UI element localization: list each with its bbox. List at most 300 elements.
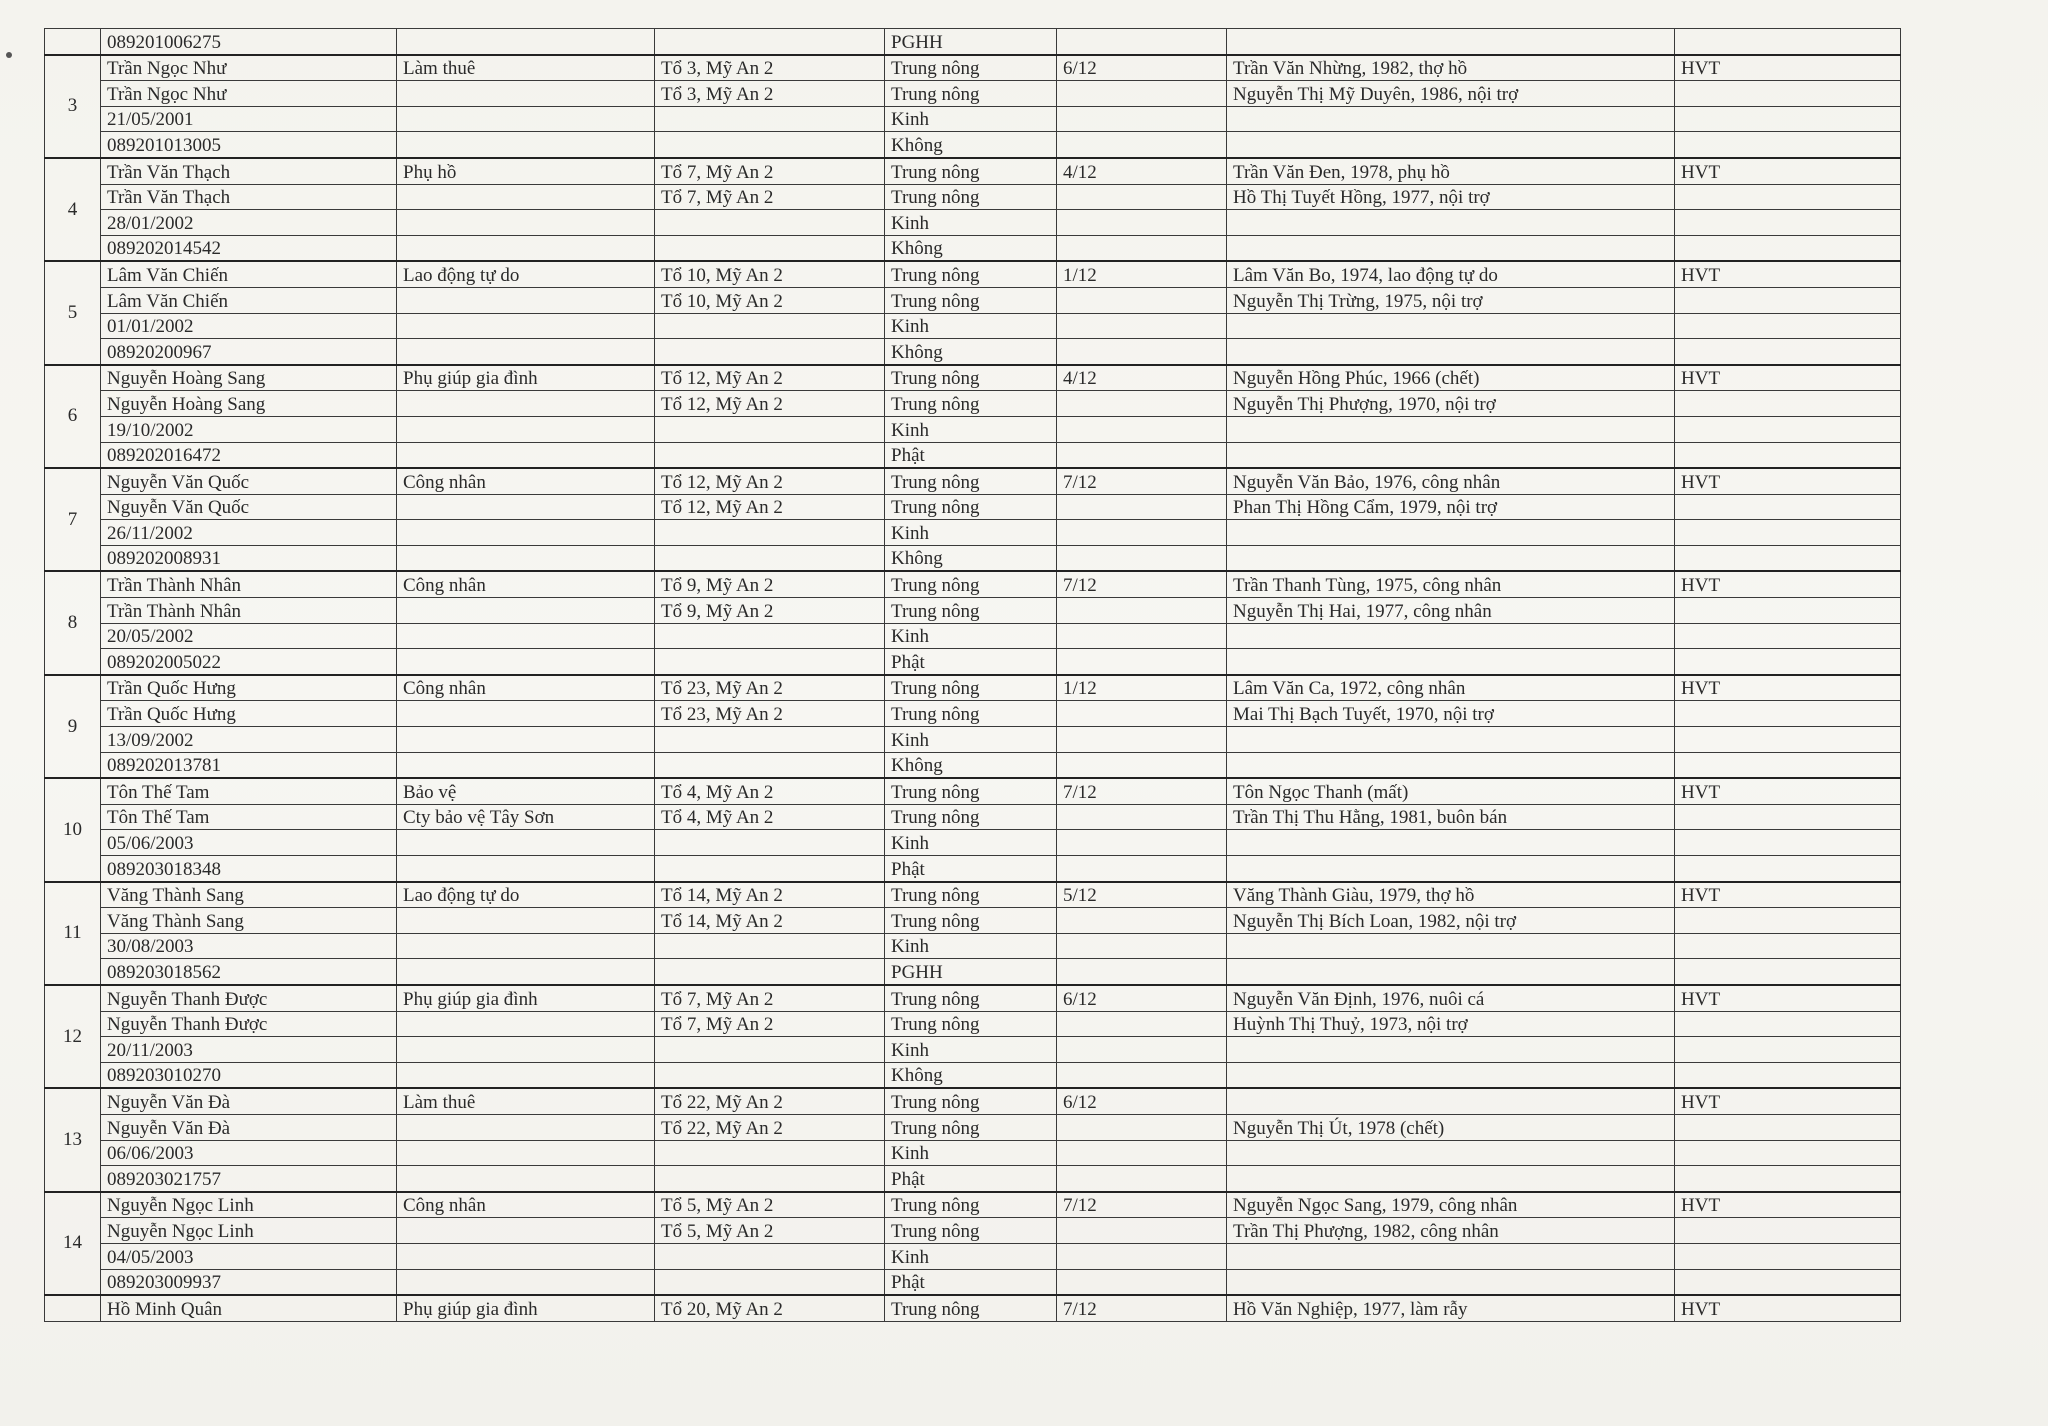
name-cell: Nguyễn Ngọc Linh	[101, 1218, 397, 1244]
grade-cell	[1057, 1218, 1227, 1244]
address-cell: Tổ 5, Mỹ An 2	[655, 1218, 885, 1244]
occupation-cell: Làm thuê	[397, 1088, 655, 1114]
family-cell: Trần Thị Phượng, 1982, công nhân	[1227, 1218, 1675, 1244]
address-cell: Tổ 4, Mỹ An 2	[655, 778, 885, 804]
note-cell	[1675, 959, 1901, 985]
note-cell	[1675, 29, 1901, 55]
table-row	[45, 261, 1901, 287]
address-cell	[655, 29, 885, 55]
note-cell	[1675, 1243, 1901, 1269]
grade-cell	[1057, 856, 1227, 882]
occupation-cell	[397, 81, 655, 107]
occupation-cell: Bảo vệ	[397, 778, 655, 804]
family-cell	[1227, 856, 1675, 882]
note-cell	[1675, 623, 1901, 649]
grade-cell	[1057, 313, 1227, 339]
name-cell: 20/05/2002	[101, 623, 397, 649]
note-cell	[1675, 391, 1901, 417]
table-row	[45, 1269, 1901, 1295]
occupation-cell	[397, 132, 655, 158]
address-cell: Tổ 12, Mỹ An 2	[655, 468, 885, 494]
table-row	[45, 210, 1901, 236]
address-cell: Tổ 10, Mỹ An 2	[655, 261, 885, 287]
family-cell: Văng Thành Giàu, 1979, thợ hồ	[1227, 882, 1675, 908]
name-cell: 089203018348	[101, 856, 397, 882]
table-row	[45, 649, 1901, 675]
address-cell: Tổ 3, Mỹ An 2	[655, 55, 885, 81]
name-cell: Nguyễn Văn Đà	[101, 1088, 397, 1114]
note-cell	[1675, 313, 1901, 339]
address-cell	[655, 1037, 885, 1063]
table-row	[45, 235, 1901, 261]
note-cell	[1675, 1269, 1901, 1295]
occupation-cell	[397, 598, 655, 624]
stt-cell: 9	[45, 675, 101, 778]
table-row	[45, 313, 1901, 339]
note-cell	[1675, 1037, 1901, 1063]
occupation-cell	[397, 494, 655, 520]
address-cell: Tổ 20, Mỹ An 2	[655, 1295, 885, 1321]
class-cell: Trung nông	[885, 1218, 1057, 1244]
address-cell: Tổ 12, Mỹ An 2	[655, 494, 885, 520]
grade-cell: 7/12	[1057, 1192, 1227, 1218]
note-cell	[1675, 933, 1901, 959]
note-cell	[1675, 339, 1901, 365]
class-cell: Trung nông	[885, 261, 1057, 287]
grade-cell	[1057, 649, 1227, 675]
grade-cell	[1057, 1037, 1227, 1063]
address-cell	[655, 1140, 885, 1166]
grade-cell: 7/12	[1057, 778, 1227, 804]
name-cell: Trần Quốc Hưng	[101, 675, 397, 701]
occupation-cell	[397, 1062, 655, 1088]
note-cell	[1675, 442, 1901, 468]
occupation-cell: Làm thuê	[397, 55, 655, 81]
address-cell	[655, 235, 885, 261]
note-cell: HVT	[1675, 675, 1901, 701]
name-cell: Văng Thành Sang	[101, 882, 397, 908]
table-row	[45, 365, 1901, 391]
occupation-cell: Công nhân	[397, 1192, 655, 1218]
class-cell: Không	[885, 339, 1057, 365]
name-cell: 089203009937	[101, 1269, 397, 1295]
name-cell: 089202016472	[101, 442, 397, 468]
family-cell	[1227, 235, 1675, 261]
name-cell: 01/01/2002	[101, 313, 397, 339]
name-cell: 19/10/2002	[101, 416, 397, 442]
class-cell: Kinh	[885, 727, 1057, 753]
table-row	[45, 29, 1901, 55]
occupation-cell	[397, 520, 655, 546]
family-cell	[1227, 313, 1675, 339]
name-cell: Trần Ngọc Như	[101, 81, 397, 107]
grade-cell: 4/12	[1057, 365, 1227, 391]
note-cell	[1675, 752, 1901, 778]
grade-cell	[1057, 494, 1227, 520]
grade-cell	[1057, 752, 1227, 778]
family-cell: Huỳnh Thị Thuỷ, 1973, nội trợ	[1227, 1011, 1675, 1037]
family-cell: Trần Thị Thu Hằng, 1981, buôn bán	[1227, 804, 1675, 830]
address-cell: Tổ 7, Mỹ An 2	[655, 158, 885, 184]
note-cell	[1675, 830, 1901, 856]
table-row	[45, 545, 1901, 571]
name-cell: Nguyễn Ngọc Linh	[101, 1192, 397, 1218]
family-cell: Mai Thị Bạch Tuyết, 1970, nội trợ	[1227, 701, 1675, 727]
class-cell: Kinh	[885, 520, 1057, 546]
stt-cell: 13	[45, 1088, 101, 1191]
note-cell	[1675, 1062, 1901, 1088]
name-cell: 089201013005	[101, 132, 397, 158]
class-cell: Kinh	[885, 830, 1057, 856]
occupation-cell	[397, 959, 655, 985]
family-cell	[1227, 545, 1675, 571]
table-row	[45, 184, 1901, 210]
grade-cell	[1057, 1062, 1227, 1088]
class-cell: Trung nông	[885, 287, 1057, 313]
address-cell	[655, 830, 885, 856]
address-cell	[655, 856, 885, 882]
name-cell: 04/05/2003	[101, 1243, 397, 1269]
address-cell: Tổ 4, Mỹ An 2	[655, 804, 885, 830]
grade-cell	[1057, 1243, 1227, 1269]
name-cell: Tôn Thế Tam	[101, 804, 397, 830]
name-cell: Văng Thành Sang	[101, 908, 397, 934]
occupation-cell	[397, 908, 655, 934]
note-cell: HVT	[1675, 571, 1901, 597]
note-cell	[1675, 545, 1901, 571]
grade-cell	[1057, 132, 1227, 158]
occupation-cell	[397, 1011, 655, 1037]
occupation-cell	[397, 339, 655, 365]
family-cell	[1227, 1037, 1675, 1063]
grade-cell	[1057, 442, 1227, 468]
class-cell: Trung nông	[885, 1088, 1057, 1114]
note-cell: HVT	[1675, 778, 1901, 804]
note-cell	[1675, 727, 1901, 753]
occupation-cell: Phụ hồ	[397, 158, 655, 184]
grade-cell	[1057, 210, 1227, 236]
name-cell: Tôn Thế Tam	[101, 778, 397, 804]
note-cell	[1675, 235, 1901, 261]
note-cell	[1675, 908, 1901, 934]
address-cell: Tổ 22, Mỹ An 2	[655, 1114, 885, 1140]
table-row	[45, 727, 1901, 753]
family-cell	[1227, 1088, 1675, 1114]
occupation-cell	[397, 933, 655, 959]
grade-cell	[1057, 235, 1227, 261]
name-cell: Trần Thành Nhân	[101, 598, 397, 624]
occupation-cell	[397, 391, 655, 417]
grade-cell: 7/12	[1057, 1295, 1227, 1321]
family-cell: Nguyễn Thị Hai, 1977, công nhân	[1227, 598, 1675, 624]
note-cell: HVT	[1675, 158, 1901, 184]
name-cell: Nguyễn Hoàng Sang	[101, 365, 397, 391]
family-cell: Nguyễn Thị Bích Loan, 1982, nội trợ	[1227, 908, 1675, 934]
table-row	[45, 494, 1901, 520]
class-cell: Kinh	[885, 313, 1057, 339]
table-row	[45, 623, 1901, 649]
family-cell	[1227, 1269, 1675, 1295]
family-cell: Trần Thanh Tùng, 1975, công nhân	[1227, 571, 1675, 597]
note-cell	[1675, 598, 1901, 624]
family-cell	[1227, 830, 1675, 856]
grade-cell	[1057, 1140, 1227, 1166]
table-row	[45, 778, 1901, 804]
family-cell	[1227, 520, 1675, 546]
class-cell: Kinh	[885, 416, 1057, 442]
family-cell	[1227, 959, 1675, 985]
note-cell	[1675, 804, 1901, 830]
name-cell: Nguyễn Thanh Được	[101, 1011, 397, 1037]
note-cell	[1675, 1166, 1901, 1192]
name-cell: Trần Văn Thạch	[101, 158, 397, 184]
grade-cell: 6/12	[1057, 55, 1227, 81]
address-cell: Tổ 9, Mỹ An 2	[655, 598, 885, 624]
address-cell: Tổ 12, Mỹ An 2	[655, 391, 885, 417]
red-stamp-edge	[2010, 700, 2048, 1080]
stt-cell: 12	[45, 985, 101, 1088]
occupation-cell	[397, 1114, 655, 1140]
stt-cell: 14	[45, 1192, 101, 1295]
class-cell: Trung nông	[885, 778, 1057, 804]
name-cell: 089203010270	[101, 1062, 397, 1088]
grade-cell	[1057, 1114, 1227, 1140]
occupation-cell	[397, 830, 655, 856]
class-cell: Trung nông	[885, 985, 1057, 1011]
occupation-cell	[397, 442, 655, 468]
stt-cell: 7	[45, 468, 101, 571]
name-cell: 089203018562	[101, 959, 397, 985]
class-cell: Không	[885, 1062, 1057, 1088]
class-cell: Kinh	[885, 623, 1057, 649]
occupation-cell: Công nhân	[397, 571, 655, 597]
roster-table	[44, 28, 1901, 1322]
name-cell: 05/06/2003	[101, 830, 397, 856]
note-cell	[1675, 416, 1901, 442]
note-cell	[1675, 287, 1901, 313]
address-cell	[655, 442, 885, 468]
table-row	[45, 598, 1901, 624]
note-cell: HVT	[1675, 1088, 1901, 1114]
occupation-cell	[397, 29, 655, 55]
address-cell: Tổ 9, Mỹ An 2	[655, 571, 885, 597]
class-cell: Trung nông	[885, 1295, 1057, 1321]
name-cell: 089202014542	[101, 235, 397, 261]
grade-cell	[1057, 545, 1227, 571]
occupation-cell: Công nhân	[397, 468, 655, 494]
note-cell	[1675, 132, 1901, 158]
address-cell	[655, 210, 885, 236]
address-cell: Tổ 7, Mỹ An 2	[655, 985, 885, 1011]
address-cell	[655, 1243, 885, 1269]
note-cell: HVT	[1675, 882, 1901, 908]
grade-cell	[1057, 29, 1227, 55]
address-cell: Tổ 7, Mỹ An 2	[655, 184, 885, 210]
grade-cell	[1057, 598, 1227, 624]
class-cell: Trung nông	[885, 571, 1057, 597]
occupation-cell	[397, 1140, 655, 1166]
family-cell: Nguyễn Hồng Phúc, 1966 (chết)	[1227, 365, 1675, 391]
family-cell	[1227, 933, 1675, 959]
family-cell: Phan Thị Hồng Cẩm, 1979, nội trợ	[1227, 494, 1675, 520]
class-cell: Trung nông	[885, 882, 1057, 908]
family-cell	[1227, 752, 1675, 778]
punch-hole-mark	[6, 52, 12, 58]
table-row	[45, 106, 1901, 132]
name-cell: Trần Quốc Hưng	[101, 701, 397, 727]
name-cell: 21/05/2001	[101, 106, 397, 132]
occupation-cell	[397, 1269, 655, 1295]
address-cell	[655, 1166, 885, 1192]
occupation-cell	[397, 545, 655, 571]
note-cell: HVT	[1675, 261, 1901, 287]
address-cell: Tổ 14, Mỹ An 2	[655, 882, 885, 908]
family-cell	[1227, 339, 1675, 365]
stt-cell	[45, 29, 101, 55]
note-cell	[1675, 106, 1901, 132]
class-cell: Kinh	[885, 1140, 1057, 1166]
occupation-cell	[397, 1218, 655, 1244]
table-row	[45, 287, 1901, 313]
name-cell: 06/06/2003	[101, 1140, 397, 1166]
class-cell: Kinh	[885, 933, 1057, 959]
table-row	[45, 959, 1901, 985]
name-cell: 089202008931	[101, 545, 397, 571]
address-cell	[655, 545, 885, 571]
table-row	[45, 985, 1901, 1011]
family-cell: Trần Văn Đen, 1978, phụ hồ	[1227, 158, 1675, 184]
class-cell: Trung nông	[885, 468, 1057, 494]
note-cell	[1675, 81, 1901, 107]
note-cell	[1675, 649, 1901, 675]
name-cell: 20/11/2003	[101, 1037, 397, 1063]
family-cell: Tôn Ngọc Thanh (mất)	[1227, 778, 1675, 804]
occupation-cell	[397, 623, 655, 649]
name-cell: 26/11/2002	[101, 520, 397, 546]
class-cell: Không	[885, 752, 1057, 778]
class-cell: Phật	[885, 1166, 1057, 1192]
table-row	[45, 468, 1901, 494]
note-cell	[1675, 184, 1901, 210]
class-cell: Không	[885, 545, 1057, 571]
address-cell: Tổ 3, Mỹ An 2	[655, 81, 885, 107]
grade-cell	[1057, 701, 1227, 727]
address-cell: Tổ 12, Mỹ An 2	[655, 365, 885, 391]
table-row	[45, 933, 1901, 959]
occupation-cell	[397, 287, 655, 313]
name-cell: 089202005022	[101, 649, 397, 675]
table-row	[45, 571, 1901, 597]
class-cell: Phật	[885, 1269, 1057, 1295]
class-cell: Trung nông	[885, 1192, 1057, 1218]
note-cell	[1675, 210, 1901, 236]
note-cell	[1675, 856, 1901, 882]
family-cell	[1227, 1166, 1675, 1192]
table-row	[45, 391, 1901, 417]
occupation-cell	[397, 752, 655, 778]
class-cell: Trung nông	[885, 701, 1057, 727]
occupation-cell: Phụ giúp gia đình	[397, 985, 655, 1011]
class-cell: Trung nông	[885, 908, 1057, 934]
stt-cell	[45, 1295, 101, 1321]
address-cell	[655, 132, 885, 158]
address-cell	[655, 106, 885, 132]
address-cell: Tổ 5, Mỹ An 2	[655, 1192, 885, 1218]
grade-cell	[1057, 1166, 1227, 1192]
stt-cell: 5	[45, 261, 101, 364]
grade-cell: 5/12	[1057, 882, 1227, 908]
grade-cell	[1057, 727, 1227, 753]
name-cell: Nguyễn Hoàng Sang	[101, 391, 397, 417]
grade-cell	[1057, 106, 1227, 132]
family-cell: Nguyễn Văn Bảo, 1976, công nhân	[1227, 468, 1675, 494]
class-cell: Trung nông	[885, 494, 1057, 520]
address-cell	[655, 933, 885, 959]
occupation-cell	[397, 416, 655, 442]
stt-cell: 6	[45, 365, 101, 468]
class-cell: Kinh	[885, 106, 1057, 132]
occupation-cell: Lao động tự do	[397, 882, 655, 908]
family-cell	[1227, 649, 1675, 675]
table-row	[45, 856, 1901, 882]
table-row	[45, 1192, 1901, 1218]
grade-cell	[1057, 830, 1227, 856]
address-cell	[655, 1062, 885, 1088]
family-cell: Lâm Văn Bo, 1974, lao động tự do	[1227, 261, 1675, 287]
note-cell	[1675, 1140, 1901, 1166]
grade-cell	[1057, 623, 1227, 649]
name-cell: Nguyễn Văn Quốc	[101, 468, 397, 494]
name-cell: Trần Thành Nhân	[101, 571, 397, 597]
address-cell: Tổ 14, Mỹ An 2	[655, 908, 885, 934]
note-cell	[1675, 520, 1901, 546]
grade-cell	[1057, 416, 1227, 442]
grade-cell	[1057, 391, 1227, 417]
family-cell	[1227, 727, 1675, 753]
note-cell	[1675, 1114, 1901, 1140]
address-cell	[655, 416, 885, 442]
family-cell	[1227, 1140, 1675, 1166]
grade-cell	[1057, 908, 1227, 934]
name-cell: Lâm Văn Chiến	[101, 287, 397, 313]
family-cell: Trần Văn Nhừng, 1982, thợ hồ	[1227, 55, 1675, 81]
name-cell: 30/08/2003	[101, 933, 397, 959]
table-row	[45, 908, 1901, 934]
occupation-cell	[397, 1166, 655, 1192]
address-cell: Tổ 23, Mỹ An 2	[655, 701, 885, 727]
name-cell: 08920200967	[101, 339, 397, 365]
occupation-cell	[397, 235, 655, 261]
address-cell: Tổ 10, Mỹ An 2	[655, 287, 885, 313]
table-row	[45, 752, 1901, 778]
grade-cell	[1057, 933, 1227, 959]
table-row	[45, 675, 1901, 701]
family-cell: Lâm Văn Ca, 1972, công nhân	[1227, 675, 1675, 701]
name-cell: Nguyễn Thanh Được	[101, 985, 397, 1011]
class-cell: Không	[885, 235, 1057, 261]
class-cell: Trung nông	[885, 365, 1057, 391]
family-cell	[1227, 623, 1675, 649]
grade-cell: 6/12	[1057, 985, 1227, 1011]
family-cell: Nguyễn Văn Định, 1976, nuôi cá	[1227, 985, 1675, 1011]
table-row	[45, 520, 1901, 546]
name-cell: Trần Văn Thạch	[101, 184, 397, 210]
class-cell: Không	[885, 132, 1057, 158]
occupation-cell	[397, 649, 655, 675]
grade-cell	[1057, 287, 1227, 313]
family-cell: Nguyễn Thị Mỹ Duyên, 1986, nội trợ	[1227, 81, 1675, 107]
address-cell: Tổ 7, Mỹ An 2	[655, 1011, 885, 1037]
